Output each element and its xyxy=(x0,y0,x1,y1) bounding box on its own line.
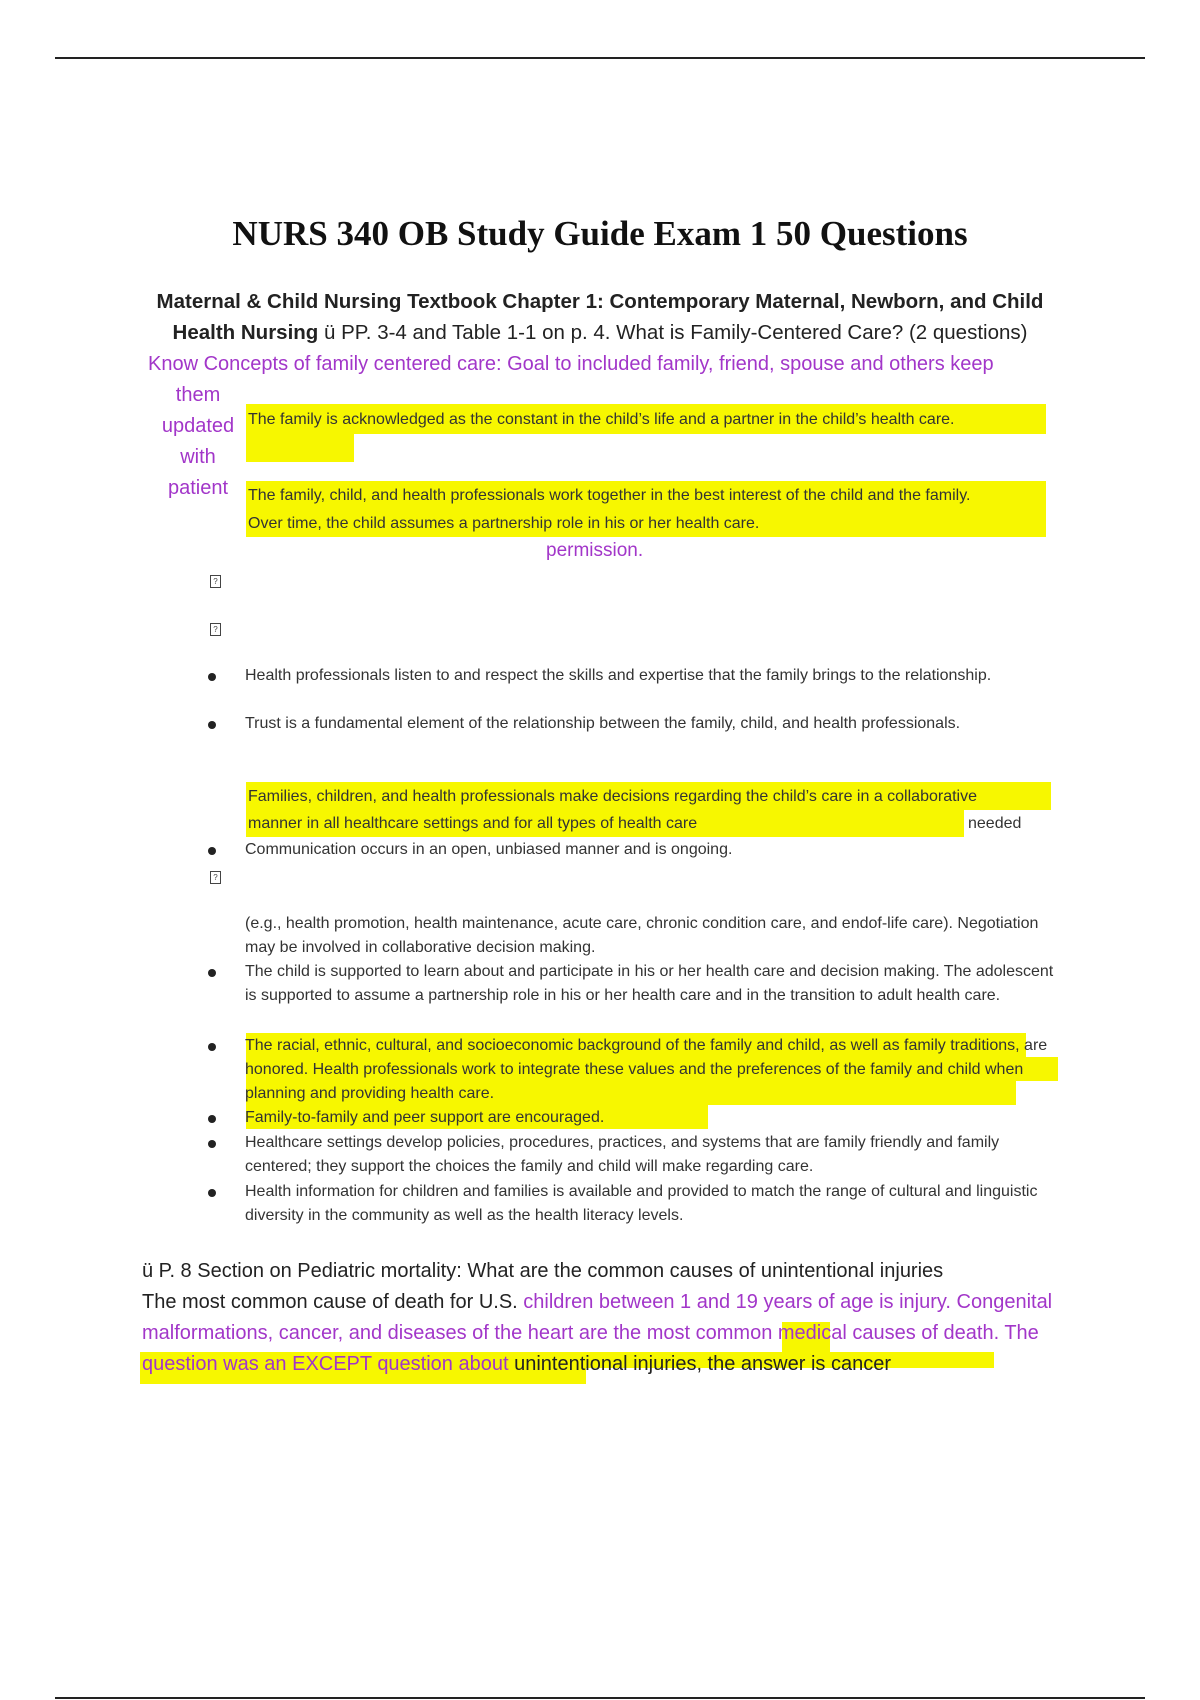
top-rule xyxy=(55,57,1145,59)
missing-glyph-icon: ? xyxy=(210,871,221,884)
highlighted-principle-2: The family, child, and health professionals work together in the best interest of the child and the family. Over time, the child assumes a partnership role in his or her health care. xyxy=(248,487,971,532)
bullet-icon xyxy=(208,673,216,681)
bullet-icon xyxy=(208,1043,216,1051)
highlighted-principle-1: The family is acknowledged as the constant in the child’s life and a partner in the child’s health care. xyxy=(248,411,955,428)
page-title: NURS 340 OB Study Guide Exam 1 50 Questions xyxy=(232,214,968,253)
chapter-pages: ü PP. 3-4 and Table 1-1 on p. 4. What is Family-Centered Care? (2 questions) xyxy=(318,321,1028,344)
bullet-icon xyxy=(208,1115,216,1123)
note-side-word: patient xyxy=(167,477,229,499)
answer-purple-1: children between 1 and 19 years of age is injury. Congenital malformations, cancer, and diseases of the heart are the xyxy=(142,1291,1053,1344)
handwritten-note-line: Know Concepts of family centered care: Goal to included family, friend, spouse and others keep xyxy=(148,353,994,375)
bullet-icon xyxy=(208,1140,216,1148)
answer-end: unintentional injuries, the answer is cancer xyxy=(508,1353,891,1375)
missing-glyph-icon: ? xyxy=(210,575,221,588)
chapter-title: Maternal & Child Nursing Textbook Chapter 1: Contemporary Maternal, Newborn, and Child Health Nursing xyxy=(156,290,1044,344)
answer-purple-most: most xyxy=(646,1322,691,1344)
bullet-icon xyxy=(208,1189,216,1197)
example-text: (e.g., health promotion, health maintenance, acute care, chronic condition care, and endof-life care). Negotiation may be involved in collaborative decision making. xyxy=(245,915,1039,956)
list-item-highlighted: Family-to-family and peer support are encouraged. xyxy=(245,1109,605,1126)
note-side-word: updated xyxy=(161,415,235,437)
bottom-rule xyxy=(55,1697,1145,1699)
mortality-answer xyxy=(142,1287,1072,1380)
note-side-word: with xyxy=(180,446,216,468)
list-item: The child is supported to learn about and participate in his or her health care and decision making. The adolescent is supported to assume a partnership role in his or her health care and in the transition to adult health care. xyxy=(245,963,1054,1004)
note-needed: needed xyxy=(968,815,1022,832)
section-heading-mortality: ü P. 8 Section on Pediatric mortality: What are the common causes of unintentional injuries xyxy=(142,1260,944,1282)
bullet-icon xyxy=(208,721,216,729)
answer-start: The most common cause of death for U.S. xyxy=(142,1291,524,1313)
handwritten-note-side xyxy=(150,380,246,504)
list-item: Healthcare settings develop policies, procedures, practices, and systems that are family friendly and family centered; they support the choices the family and child will make regarding care. xyxy=(245,1134,1000,1175)
answer-purple-2: common medical causes of death. The question was an EXCEPT question about xyxy=(142,1322,1039,1375)
note-permission: permission. xyxy=(546,540,644,561)
chapter-subheading xyxy=(130,286,1070,348)
list-item: Trust is a fundamental element of the relationship between the family, child, and health professionals. xyxy=(245,715,961,732)
list-item: Communication occurs in an open, unbiased manner and is ongoing. xyxy=(245,841,733,858)
bullet-icon xyxy=(208,969,216,977)
bullet-icon xyxy=(208,847,216,855)
list-item-highlighted: The racial, ethnic, cultural, and socioeconomic background of the family and child, as well as family traditions, are honored. Health professionals work to integrate these values and the preferences of the family and child when planning and providing health care. xyxy=(245,1037,1048,1102)
missing-glyph-icon: ? xyxy=(210,623,221,636)
list-item: Health professionals listen to and respect the skills and expertise that the family brings to the relationship. xyxy=(245,667,992,684)
highlighted-principle-3: Families, children, and health professionals make decisions regarding the child’s care in a collaborative manner in all healthcare settings and for all types of health care xyxy=(248,788,977,832)
list-item: Health information for children and families is available and provided to match the range of cultural and linguistic diversity in the community as well as the health literacy levels. xyxy=(245,1183,1038,1224)
highlight-band xyxy=(246,434,354,462)
note-side-word: them xyxy=(175,384,221,406)
